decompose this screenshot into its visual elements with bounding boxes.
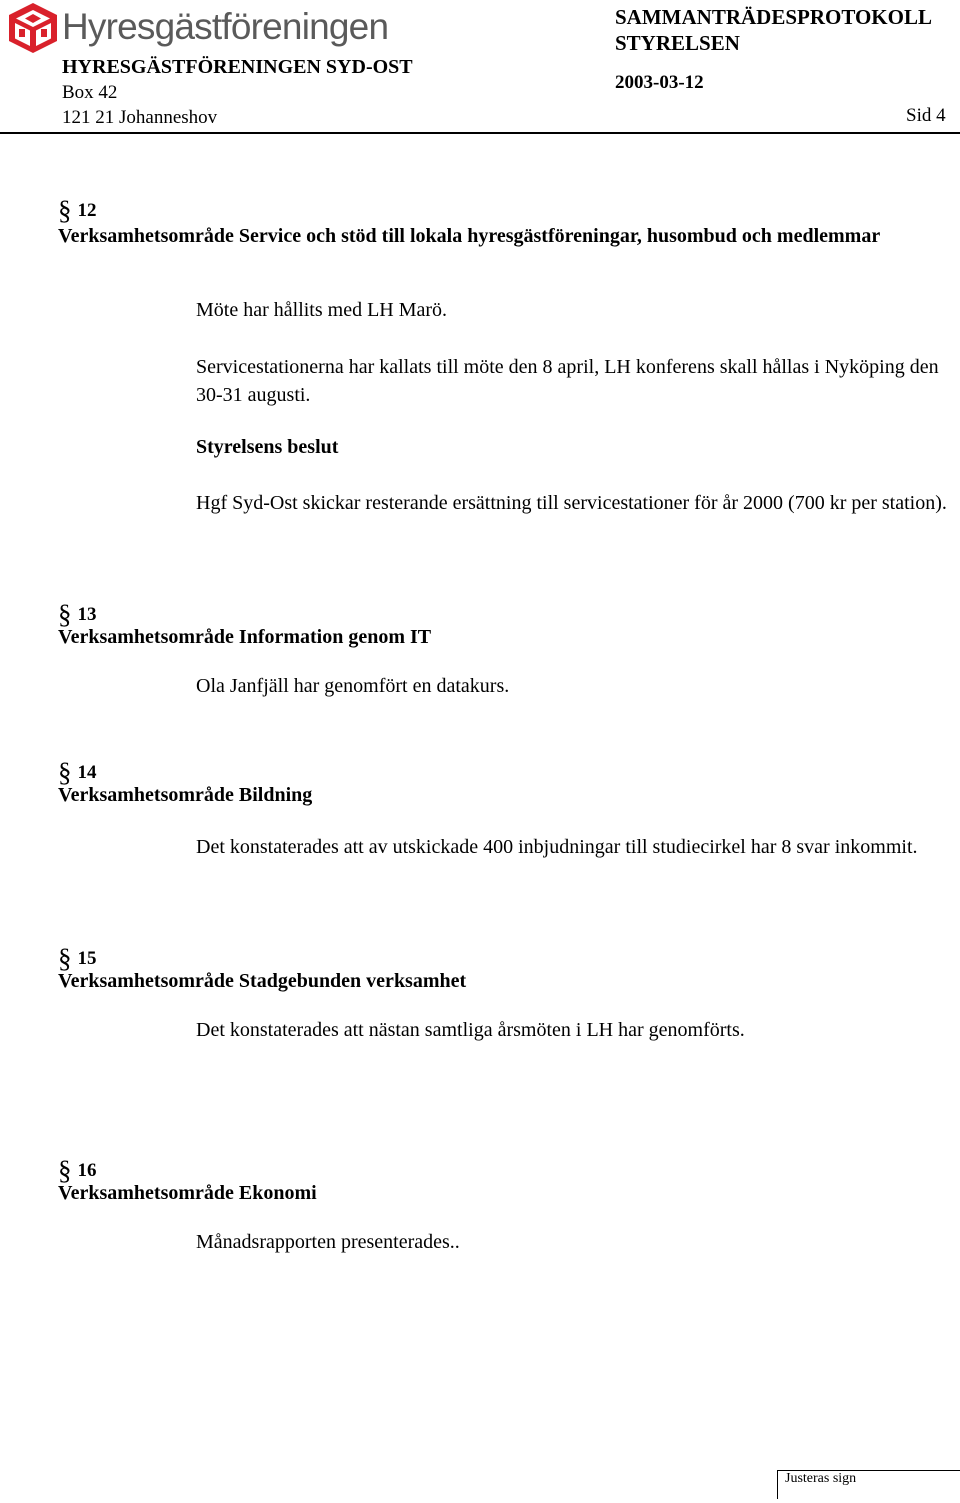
section-symbol-icon: § [58, 1155, 72, 1185]
decision-text: Hgf Syd-Ost skickar resterande ersättning till servicestationer för år 2000 (700 kr per station). [196, 492, 947, 514]
logo-wordmark: Hyresgästföreningen [62, 6, 389, 47]
document-type: SAMMANTRÄDESPROTOKOLL [615, 5, 932, 29]
section-title: Verksamhetsområde Information genom IT [58, 626, 432, 648]
section-number-value: 15 [77, 948, 97, 969]
section-number-value: 13 [77, 604, 97, 625]
section-number-value: 12 [77, 200, 97, 221]
signature-label: Justeras sign [785, 1471, 857, 1486]
section-symbol-icon: § [58, 599, 72, 629]
section-text: Månadsrapporten presenterades.. [196, 1231, 460, 1253]
address-box: Box 42 [62, 82, 118, 103]
address-city: 121 21 Johanneshov [62, 107, 218, 128]
section-symbol-icon: § [58, 195, 72, 225]
section-text: Det konstaterades att av utskickade 400 inbjudningar till studiecirkel har 8 svar inkommit. [196, 836, 918, 858]
house-logo-icon [8, 2, 58, 54]
signature-box-left-line [777, 1470, 778, 1499]
section-paragraph: Servicestationerna har kallats till möte den 8 april, LH konferens skall hållas i Nyköping den 30-31 augusti. [196, 356, 939, 406]
organization-name: HYRESGÄSTFÖRENINGEN SYD-OST [62, 56, 413, 78]
page-number: Sid 4 [906, 105, 946, 126]
section-title: Verksamhetsområde Stadgebunden verksamhet [58, 970, 467, 992]
decision-heading: Styrelsens beslut [196, 436, 339, 458]
section-title: Verksamhetsområde Service och stöd till lokala hyresgästföreningar, husombud och medlemmar [58, 225, 881, 247]
section-symbol-icon: § [58, 757, 72, 787]
section-symbol-icon: § [58, 943, 72, 973]
section-number-value: 14 [77, 762, 97, 783]
section-title: Verksamhetsområde Bildning [58, 784, 313, 806]
header-divider [0, 132, 960, 134]
section-title: Verksamhetsområde Ekonomi [58, 1182, 317, 1204]
document-date: 2003-03-12 [615, 72, 704, 93]
section-paragraph: Möte har hållits med LH Marö. [196, 299, 448, 321]
section-number-value: 16 [77, 1160, 97, 1181]
document-board: STYRELSEN [615, 31, 740, 55]
section-text: Det konstaterades att nästan samtliga årsmöten i LH har genomförts. [196, 1019, 745, 1041]
section-text: Ola Janfjäll har genomfört en datakurs. [196, 675, 510, 697]
